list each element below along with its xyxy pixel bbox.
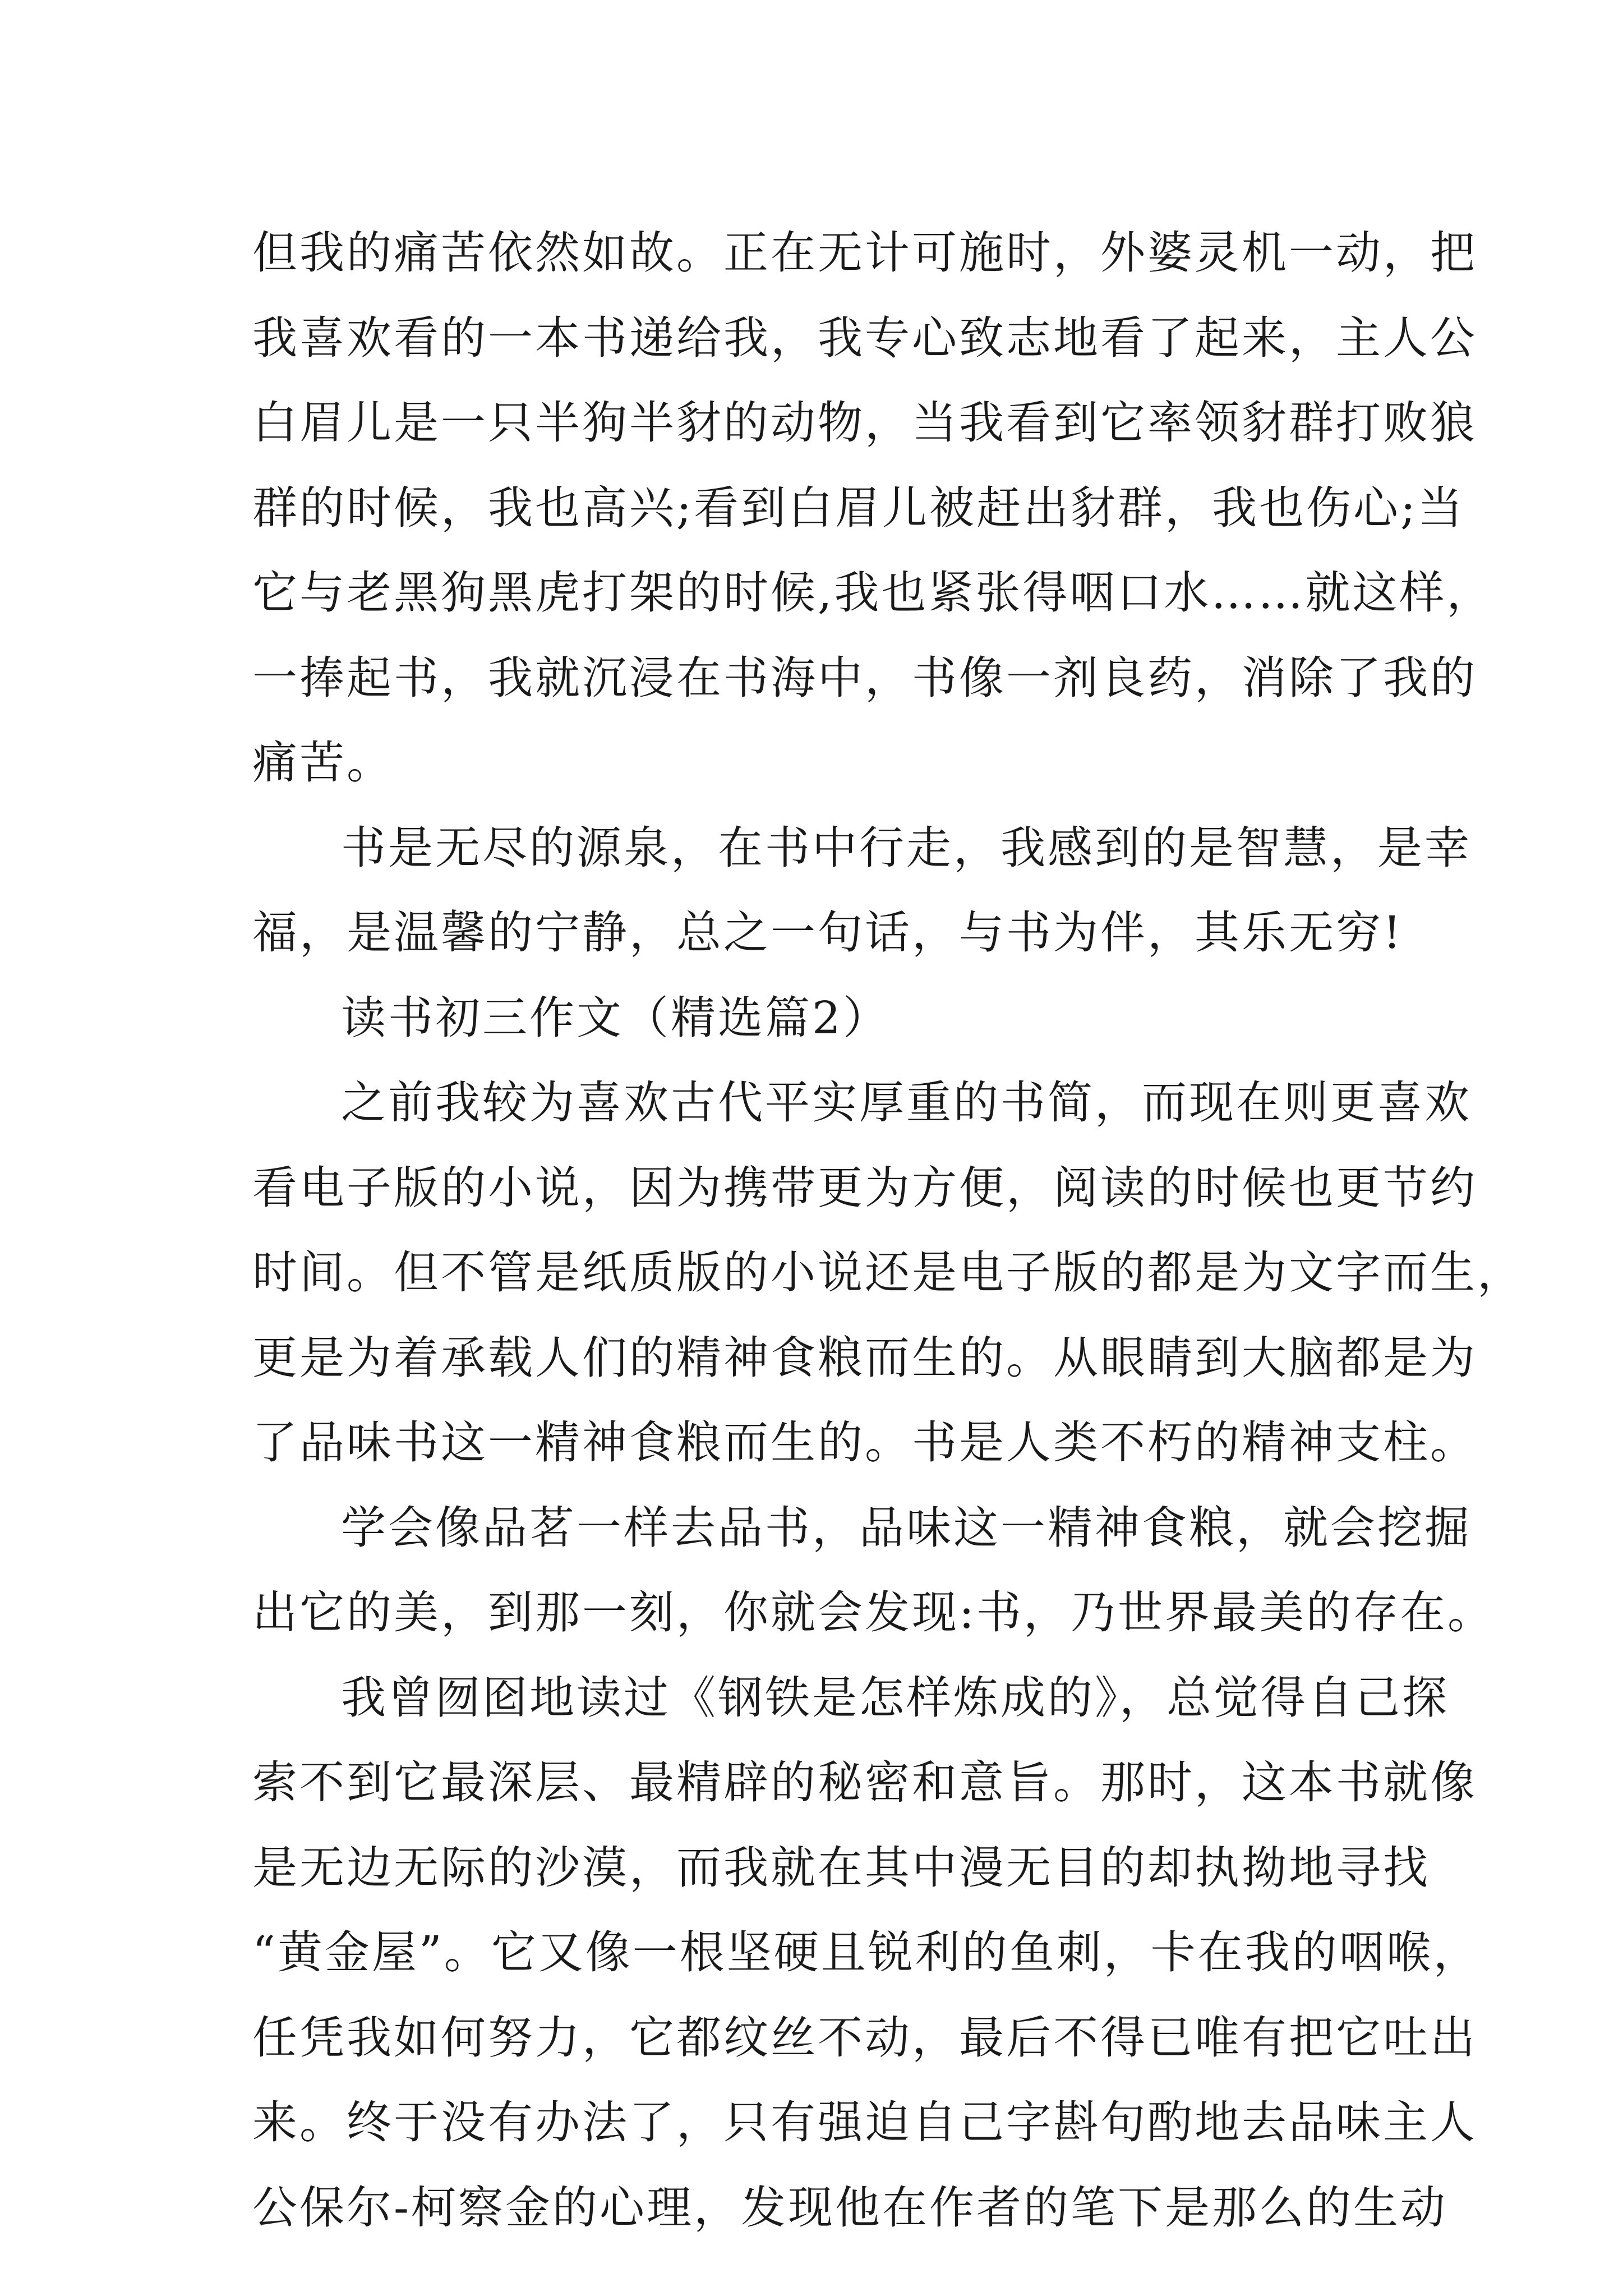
paragraph-first-line: 书是无尽的源泉，在书中行走，我感到的是智慧，是幸 [341,821,1472,874]
text-line: 一捧起书，我就沉浸在书海中，书像一剂良药，消除了我的 [252,651,1477,704]
text-line: 时间。但不管是纸质版的小说还是电子版的都是为文字而生， [252,1246,1524,1299]
paragraph-first-line: 之前我较为喜欢古代平实厚重的书简，而现在则更喜欢 [341,1076,1472,1129]
text-line: 出它的美，到那一刻，你就会发现:书，乃世界最美的存在。 [252,1586,1495,1639]
text-line: 公保尔-柯察金的心理，发现他在作者的笔下是那么的生动 [252,2181,1448,2234]
section-heading: 读书初三作文（精选篇2） [341,991,890,1044]
text-line: 索不到它最深层、最精辟的秘密和意旨。那时，这本书就像 [252,1756,1477,1809]
text-line: 痛苦。 [252,737,394,789]
text-line: 白眉儿是一只半狗半豺的动物，当我看到它率领豺群打败狼 [252,397,1477,449]
paragraph-first-line: 学会像品茗一样去品书，品味这一精神食粮，就会挖掘 [341,1501,1472,1554]
text-line: 群的时候，我也高兴;看到白眉儿被赶出豺群，我也伤心;当 [252,481,1465,534]
text-line: 我喜欢看的一本书递给我，我专心致志地看了起来，主人公 [252,311,1477,364]
text-line: “黄金屋”。它又像一根坚硬且锐利的鱼刺，卡在我的咽喉， [252,1926,1481,1978]
text-line: 但我的痛苦依然如故。正在无计可施时，外婆灵机一动，把 [252,227,1477,279]
text-line: 任凭我如何努力，它都纹丝不动，最后不得已唯有把它吐出 [252,2011,1477,2064]
text-line: 它与老黑狗黑虎打架的时候,我也紧张得咽口水……就这样， [252,567,1494,619]
text-line: 了品味书这一精神食粮而生的。书是人类不朽的精神支柱。 [252,1416,1477,1469]
document-body [252,210,1524,2250]
text-line: 看电子版的小说，因为携带更为方便，阅读的时候也更节约 [252,1161,1477,1214]
text-line: 是无边无际的沙漠，而我就在其中漫无目的却执拗地寻找 [252,1841,1430,1894]
text-line: 来。终于没有办法了，只有强迫自己字斟句酌地去品味主人 [252,2096,1477,2148]
text-line: 更是为着承载人们的精神食粮而生的。从眼睛到大脑都是为 [252,1331,1477,1384]
paragraph-first-line: 我曾囫囵地读过《钢铁是怎样炼成的》，总觉得自己探 [341,1671,1449,1724]
text-line: 福，是温馨的宁静，总之一句话，与书为伴，其乐无穷! [252,907,1404,959]
